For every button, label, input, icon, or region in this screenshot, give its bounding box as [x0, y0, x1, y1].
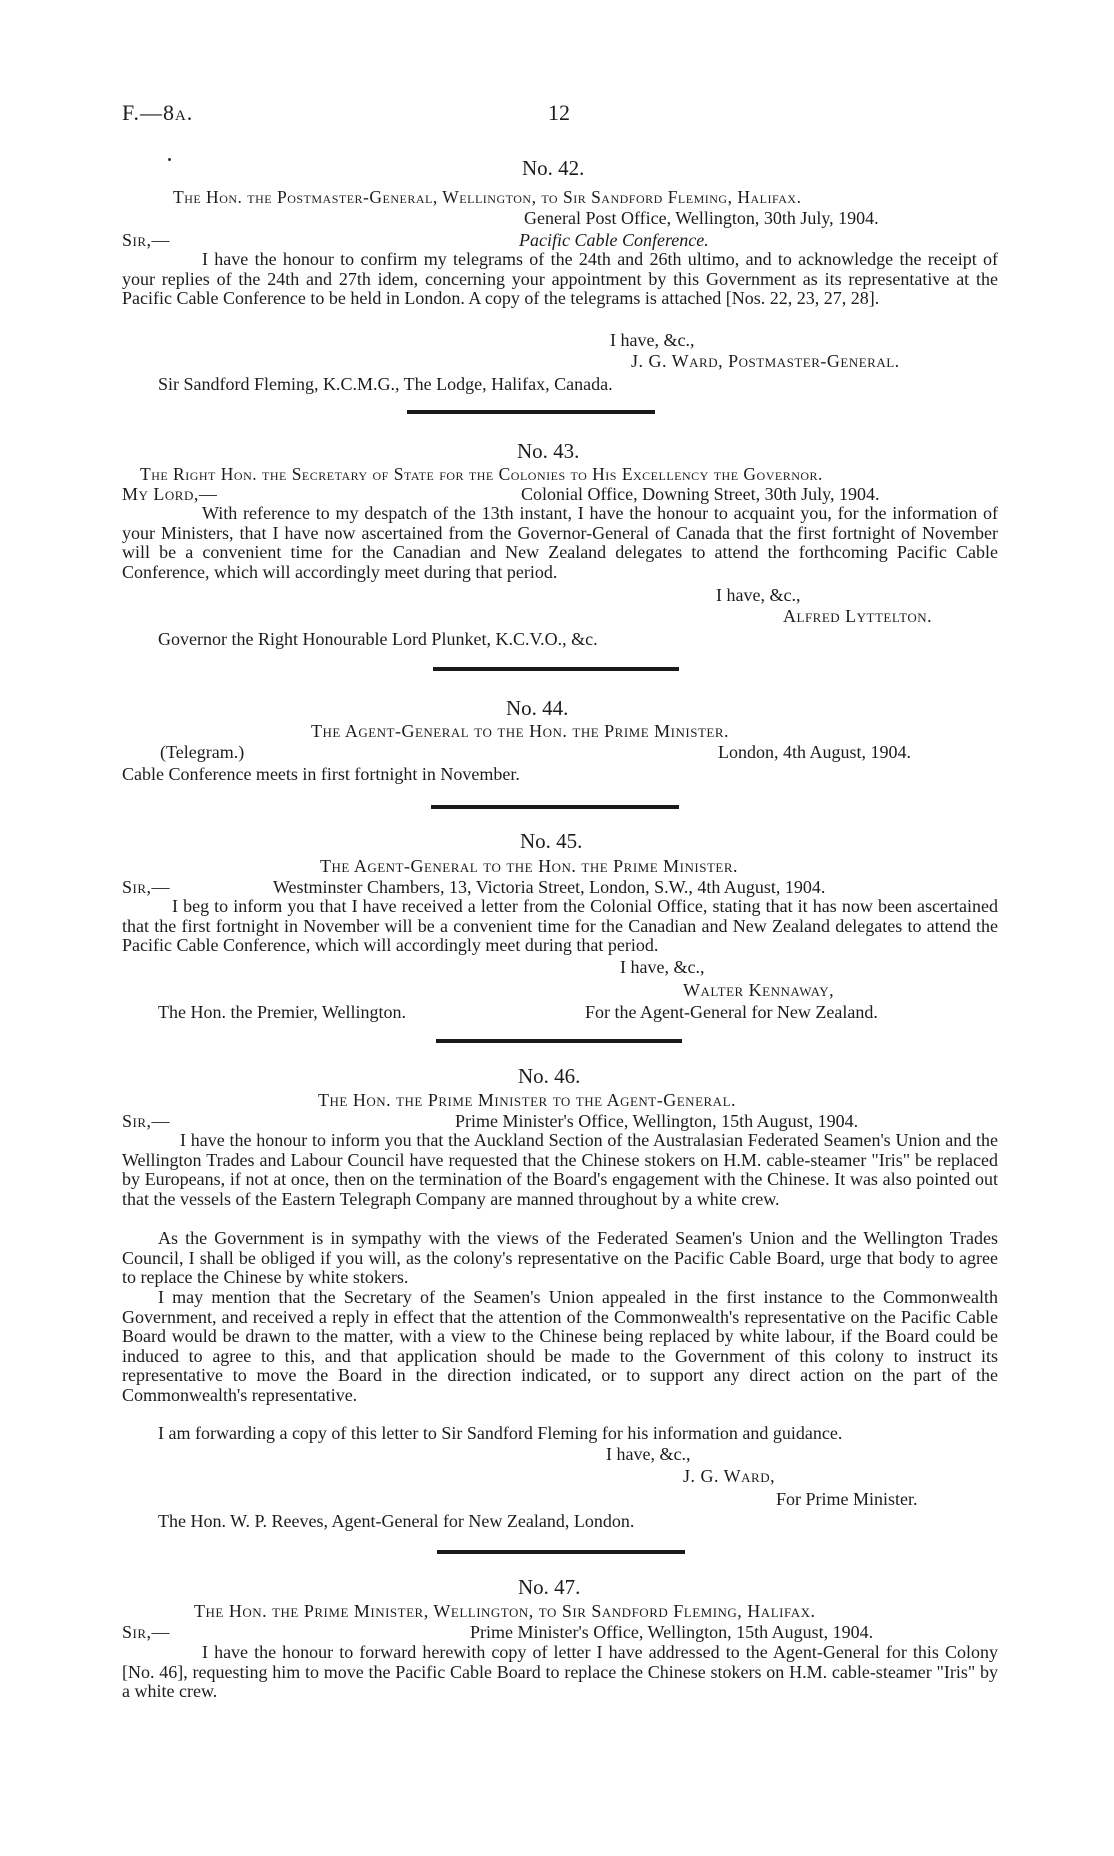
- letter-signature-title: For Prime Minister.: [776, 1489, 918, 1509]
- letter-closing: I have, &c.,: [620, 957, 705, 977]
- telegram-body: Cable Conference meets in first fortnight in November.: [122, 764, 520, 784]
- letter-number: No. 44.: [506, 696, 569, 720]
- letter-from-to: The Hon. the Postmaster-General, Wellington, to Sir Sandford Fleming, Halifax.: [173, 187, 802, 207]
- letter-body-paragraph: As the Government is in sympathy with the views of the Federated Seamen's Union and the Wellington Trades Council, I shall be obliged if you will, as the colony's representative on the Pacific Cable Board, urge that body to agree to replace the Chinese by white stokers.: [122, 1228, 998, 1287]
- section-divider: [436, 1039, 682, 1043]
- letter-place-date: General Post Office, Wellington, 30th July, 1904.: [524, 208, 879, 228]
- letter-from-to: The Agent-General to the Hon. the Prime Minister.: [320, 856, 739, 876]
- series-label: F.—8a.: [122, 100, 194, 125]
- letter-place-date: Westminster Chambers, 13, Victoria Street, London, S.W., 4th August, 1904.: [273, 877, 826, 897]
- letter-salutation: Sir,—: [122, 877, 171, 897]
- section-divider: [431, 805, 679, 809]
- letter-place-date: London, 4th August, 1904.: [718, 742, 912, 762]
- letter-signature: J. G. Ward,: [683, 1466, 776, 1486]
- letter-closing: I have, &c.,: [610, 330, 695, 350]
- print-speck: [168, 158, 171, 161]
- letter-salutation: Sir,—: [122, 1111, 171, 1131]
- letter-signature: J. G. Ward, Postmaster-General.: [631, 351, 900, 371]
- letter-number: No. 45.: [520, 829, 583, 853]
- letter-from-to: The Agent-General to the Hon. the Prime Minister.: [311, 721, 730, 741]
- letter-number: No. 42.: [522, 156, 585, 180]
- letter-from-to: The Hon. the Prime Minister to the Agent-General.: [318, 1090, 737, 1110]
- letter-addressee: Sir Sandford Fleming, K.C.M.G., The Lodge, Halifax, Canada.: [158, 374, 613, 394]
- letter-body-paragraph: I have the honour to confirm my telegrams of the 24th and 26th ultimo, and to acknowledge the receipt of your replies of the 24th and 27th idem, concerning your appointment by this Government as its representative at the Pacific Cable Conference to be held in London. A copy of the telegrams is attached [Nos. 22, 23, 27, 28].: [122, 249, 998, 308]
- letter-place-date: Prime Minister's Office, Wellington, 15th August, 1904.: [470, 1622, 874, 1642]
- section-divider: [437, 1550, 685, 1554]
- letter-from-to: The Hon. the Prime Minister, Wellington, to Sir Sandford Fleming, Halifax.: [194, 1601, 816, 1621]
- letter-subject: Pacific Cable Conference.: [519, 230, 709, 250]
- letter-signature-title: For the Agent-General for New Zealand.: [585, 1002, 878, 1022]
- letter-body-paragraph: With reference to my despatch of the 13th instant, I have the honour to acquaint you, for the information of your Ministers, that I have now ascertained from the Governor-General of Canada that the first fortnight of November will be a convenient time for the Canadian and New Zealand delegates to attend the forthcoming Pacific Cable Conference, which will accordingly meet during that period.: [122, 503, 998, 582]
- letter-body-paragraph: I may mention that the Secretary of the Seamen's Union appealed in the first instance to the Commonwealth Government, and received a reply in effect that the attention of the Commonwealth's representative on the Pacific Cable Board would be drawn to the matter, with a view to the Chinese being replaced by white labour, if the Board could be induced to agree to this, and that application should be made to the Government of this colony to instruct its representative to move the Board in the direction indicated, or to support any direct action on the part of the Commonwealth's representative.: [122, 1287, 998, 1405]
- telegram-note: (Telegram.): [160, 742, 245, 762]
- letter-signature: Walter Kennaway,: [683, 980, 835, 1000]
- letter-body-paragraph: I am forwarding a copy of this letter to Sir Sandford Fleming for his information and guidance.: [158, 1423, 843, 1443]
- letter-addressee: The Hon. W. P. Reeves, Agent-General for New Zealand, London.: [158, 1511, 635, 1531]
- letter-salutation: Sir,—: [122, 1622, 171, 1642]
- letter-number: No. 47.: [518, 1575, 581, 1599]
- letter-addressee: Governor the Right Honourable Lord Plunket, K.C.V.O., &c.: [158, 629, 598, 649]
- page-number: 12: [548, 100, 570, 125]
- letter-salutation: Sir,—: [122, 230, 171, 250]
- section-divider: [433, 667, 679, 671]
- letter-addressee: The Hon. the Premier, Wellington.: [158, 1002, 406, 1022]
- section-divider: [407, 410, 655, 414]
- letter-body-paragraph: I have the honour to forward herewith copy of letter I have addressed to the Agent-General for this Colony [No. 46], requesting him to move the Pacific Cable Board to replace the Chinese stokers on H.M. cable-steamer "Iris" by a white crew.: [122, 1642, 998, 1701]
- letter-from-to: The Right Hon. the Secretary of State for the Colonies to His Excellency the Governor.: [140, 464, 823, 484]
- letter-place-date: Colonial Office, Downing Street, 30th July, 1904.: [521, 484, 880, 504]
- letter-closing: I have, &c.,: [716, 585, 801, 605]
- letter-body-paragraph: I have the honour to inform you that the Auckland Section of the Australasian Federated Seamen's Union and the Wellington Trades and Labour Council have requested that the Chinese stokers on H.M. cable-steamer "Iris" be replaced by Europeans, if not at once, then on the termination of the Board's engagement with the Chinese. It was also pointed out that the vessels of the Eastern Telegraph Company are manned throughout by a white crew.: [122, 1130, 998, 1209]
- letter-number: No. 43.: [517, 439, 580, 463]
- letter-salutation: My Lord,—: [122, 484, 218, 504]
- letter-body-paragraph: I beg to inform you that I have received a letter from the Colonial Office, stating that it has now been ascertained that the first fortnight in November will be a convenient time for the Canadian and New Zealand delegates to attend the Pacific Cable Conference, which will accordingly meet during that period.: [122, 896, 998, 955]
- letter-number: No. 46.: [518, 1064, 581, 1088]
- letter-signature: Alfred Lyttelton.: [783, 606, 933, 626]
- letter-place-date: Prime Minister's Office, Wellington, 15th August, 1904.: [455, 1111, 859, 1131]
- letter-closing: I have, &c.,: [606, 1444, 691, 1464]
